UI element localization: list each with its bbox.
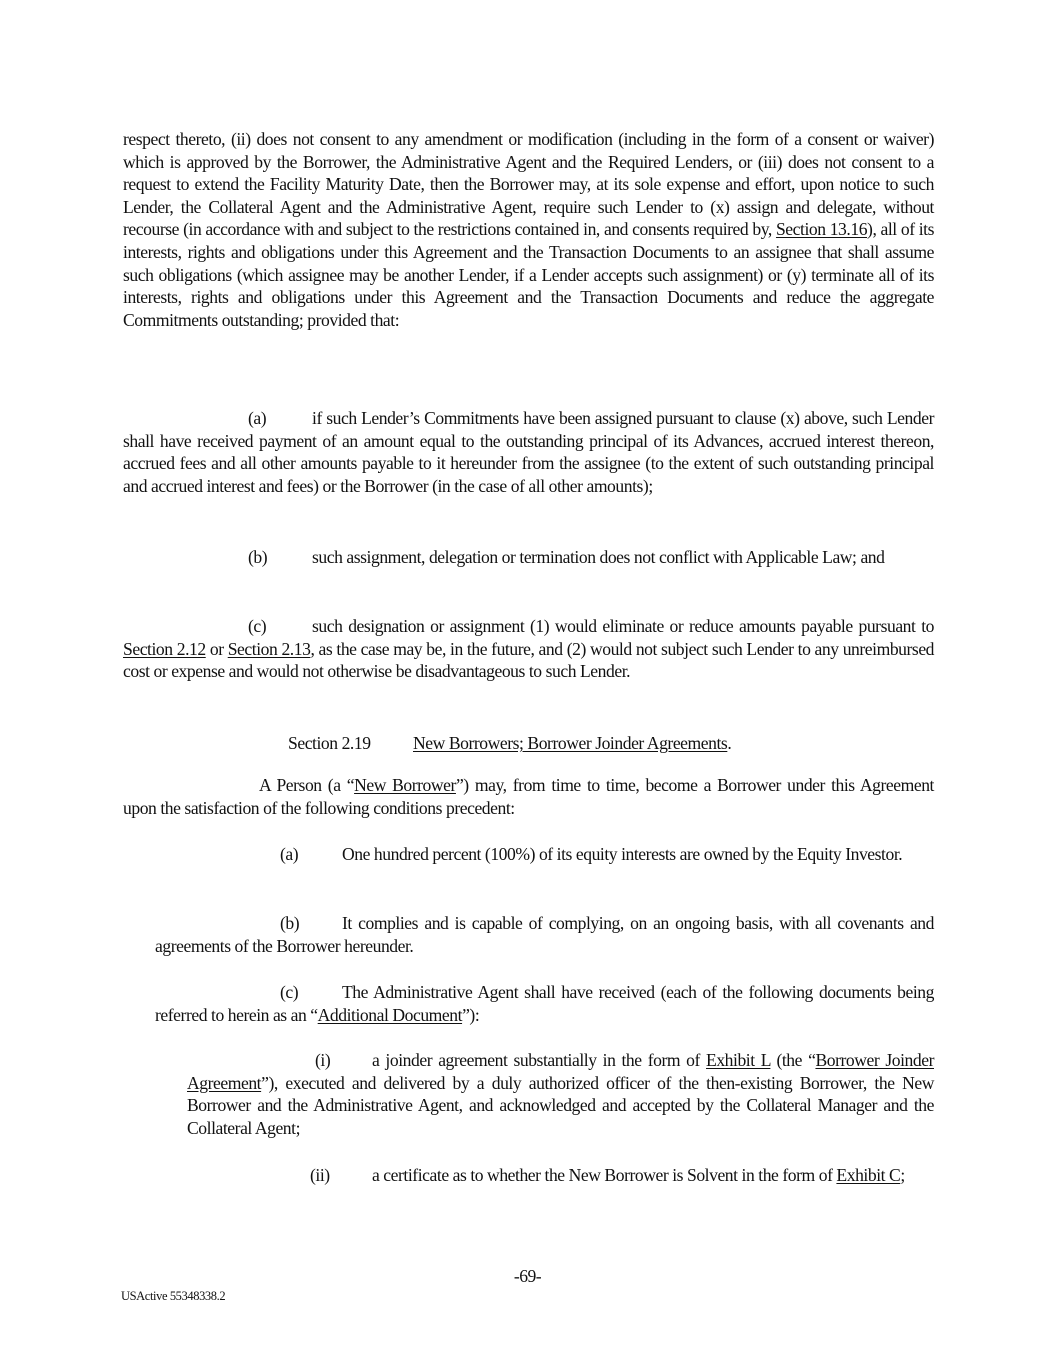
text-segment: or	[205, 638, 228, 659]
text-segment: respect thereto, (ii) does not consent to any amendment or modification (including in the form of a consent or waiver) which is approved by the Borrower, the Administrative Agent and the Required Lenders, or (iii) does not consent to a request to extend the Facility Maturity Date, then the Borrower may, at its sole expense and effort, upon notice to such Lender, the Collateral Agent and the Administrative Agent, require such Lender to (x) assign and delegate, without recourse (in accordance with and subject to the restrictions contained in, and consents required by,	[123, 129, 934, 240]
condition-b	[155, 912, 934, 957]
paragraph-label: (a)	[248, 408, 267, 428]
cross-reference: Exhibit L	[706, 1050, 771, 1070]
document-ii	[187, 1164, 934, 1187]
clause-a	[123, 407, 934, 497]
document-i	[187, 1049, 934, 1139]
cross-reference: Section 2.13	[227, 638, 311, 659]
text-segment: A Person (a “	[259, 775, 355, 795]
text-segment: a certificate as to whether the New Borrower is Solvent in the form of	[372, 1165, 837, 1185]
clause-b	[123, 546, 934, 569]
text-segment: such assignment, delegation or termination does not conflict with Applicable Law; and	[312, 547, 885, 567]
paragraph-label: (i)	[315, 1050, 331, 1070]
text-segment: .	[727, 733, 732, 753]
text-segment: , as the case may be, in the future, and (2) would not subject such Lender to any unreimbursed cost or expense and would not otherwise be disadvantageous to such Lender.	[123, 638, 935, 682]
paragraph-label: Section 2.19	[288, 733, 371, 753]
text-segment: ”), executed and delivered by a duly authorized officer of the then-existing Borrower, the New Borrower and the Administrative Agent, and acknowledged and accepted by the Collateral Manager and the Collateral Agent;	[187, 1072, 934, 1138]
cross-reference: Borrower Joinder Agreement	[187, 1050, 934, 1093]
paragraph-label: (a)	[280, 844, 299, 864]
text-segment: a joinder agreement substantially in the form of	[372, 1050, 707, 1070]
clause-c	[123, 615, 934, 683]
text-segment: One hundred percent (100%) of its equity interests are owned by the Equity Investor.	[342, 844, 903, 864]
text-segment: ;	[900, 1165, 905, 1185]
paragraph-label: (b)	[280, 913, 300, 933]
page-number: -69-	[513, 1266, 542, 1286]
paragraph-new-borrower	[123, 774, 934, 819]
text-segment: (the “	[770, 1050, 816, 1070]
section-heading	[288, 732, 938, 755]
text-segment: The Administrative Agent shall have received (each of the following documents being referred to herein as an “	[155, 982, 934, 1025]
paragraph-label: (ii)	[310, 1165, 330, 1185]
paragraph-label: (c)	[248, 616, 267, 636]
cross-reference: Section 2.12	[123, 638, 206, 659]
cross-reference: Section 13.16	[775, 219, 868, 240]
cross-reference: Exhibit C	[836, 1165, 901, 1185]
text-segment: It complies and is capable of complying, on an ongoing basis, with all covenants and agreements of the Borrower hereunder.	[155, 913, 934, 956]
condition-a	[155, 843, 934, 866]
cross-reference: Additional Document	[317, 1004, 463, 1025]
text-segment: such designation or assignment (1) would eliminate or reduce amounts payable pursuant to	[312, 616, 934, 636]
condition-c	[155, 981, 934, 1026]
document-id-footer: USActive 55348338.2	[121, 1289, 226, 1303]
cross-reference: New Borrowers; Borrower Joinder Agreements	[413, 733, 728, 753]
text-segment: ), all of its interests, rights and obligations under this Agreement and the Transaction Documents to an assignee that shall assume such obligations (which assignee may be another Lender, if a Lender accepts such assignment) or (y) terminate all of its interests, rights and obligations under this Agreement and the Transaction Documents and reduce the aggregate Commitments outstanding; provided that:	[123, 219, 934, 330]
text-segment: if such Lender’s Commitments have been assigned pursuant to clause (x) above, such Lender shall have received payment of an amount equal to the outstanding principal of its Advances, accrued interest thereon, accrued fees and all other amounts payable to it hereunder from the assignee (to the extent of such outstanding principal and accrued interest and fees) or the Borrower (in the case of all other amounts);	[123, 408, 934, 496]
cross-reference: New Borrower	[354, 775, 456, 795]
paragraph-intro	[123, 128, 934, 331]
text-segment: ”) may, from time to time, become a Borrower under this Agreement upon the satisfaction of the following conditions precedent:	[123, 775, 934, 818]
paragraph-label: (b)	[248, 547, 268, 567]
text-segment: ”):	[462, 1004, 480, 1025]
paragraph-label: (c)	[280, 982, 299, 1002]
